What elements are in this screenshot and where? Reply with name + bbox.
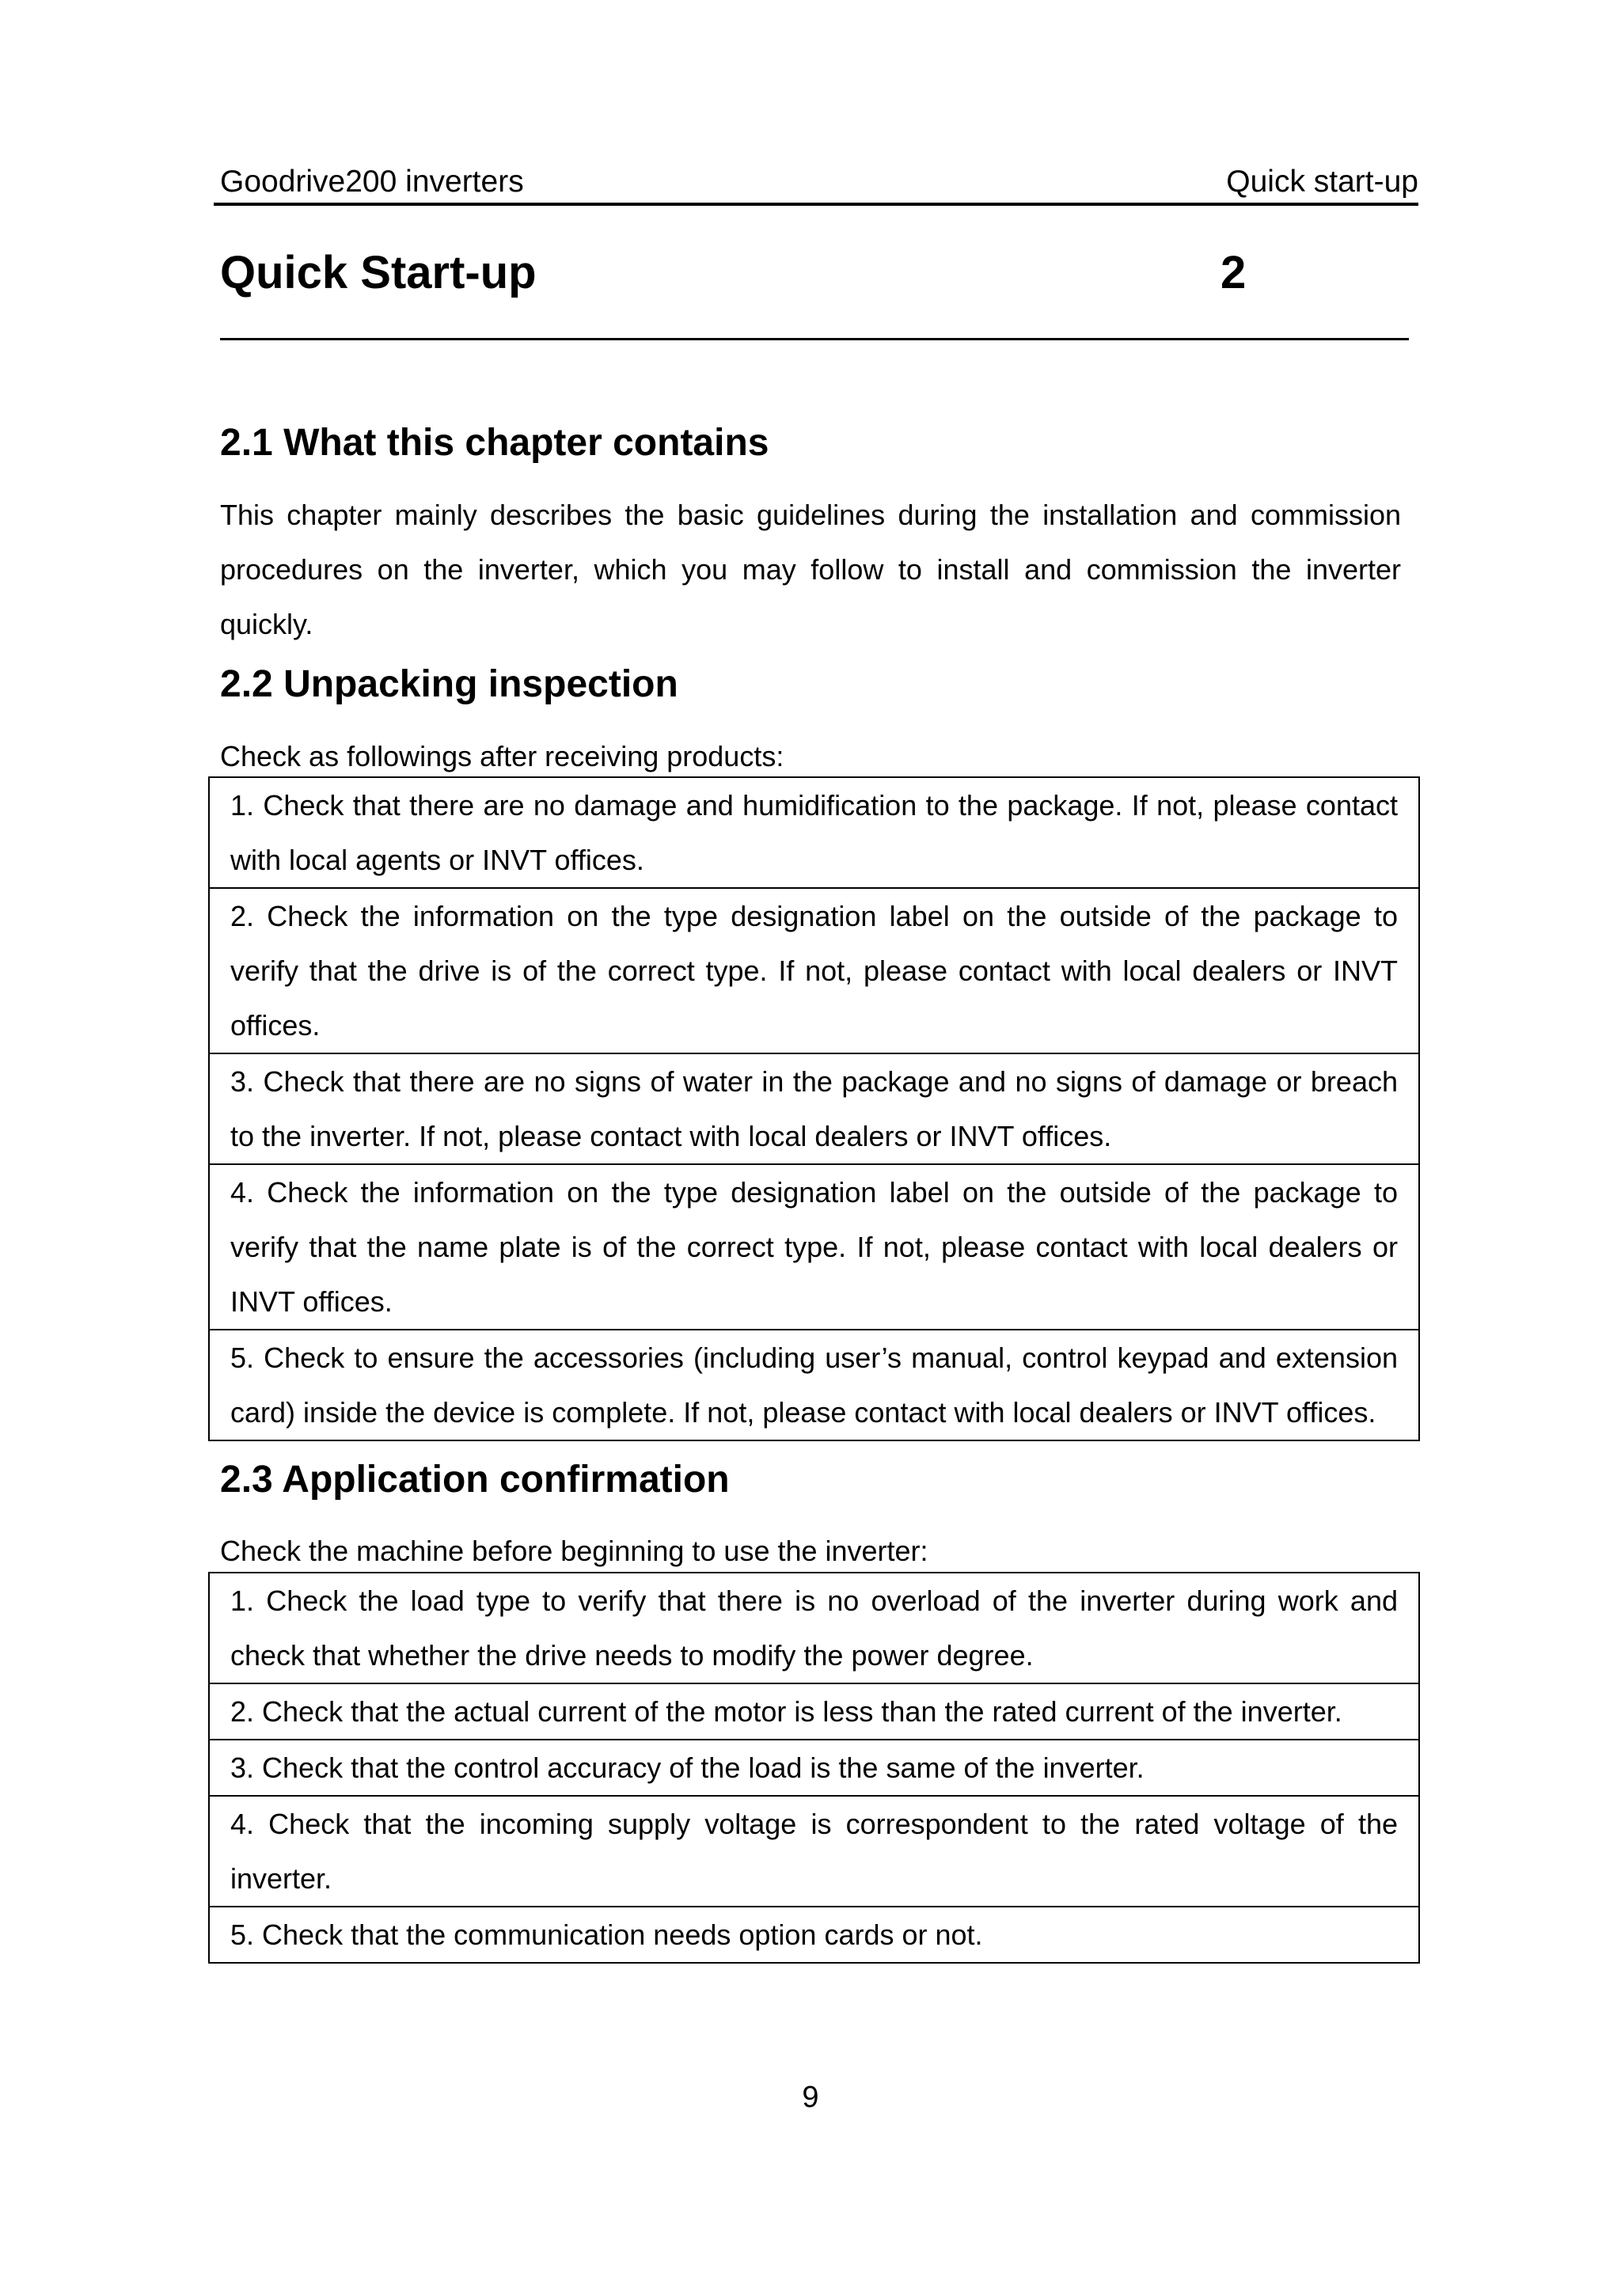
- application-checklist-table: [208, 1572, 1420, 1964]
- section-heading-2-2: 2.2 Unpacking inspection: [220, 663, 678, 705]
- table-row: [209, 1683, 1419, 1740]
- header-divider: [214, 203, 1418, 206]
- table-row: [209, 1907, 1419, 1963]
- checklist-item: 2. Check the information on the type designation label on the outside of the package to verify that the drive is of the correct type. If not, please contact with local dealers or INVT offices.: [209, 888, 1419, 1053]
- section-heading-2-1: 2.1 What this chapter contains: [220, 422, 769, 464]
- unpacking-checklist-table: [208, 776, 1420, 1441]
- table-row: [209, 777, 1419, 888]
- table-row: [209, 1053, 1419, 1164]
- section-2-1-body: This chapter mainly describes the basic guidelines during the installation and commission procedures on the inverter, which you may follow to install and commission the inverter quickly.: [220, 499, 1401, 640]
- table-row: [209, 1330, 1419, 1440]
- section-heading-2-3: 2.3 Application confirmation: [220, 1459, 730, 1501]
- checklist-item: 3. Check that the control accuracy of the load is the same of the inverter.: [209, 1740, 1419, 1796]
- checklist-item: 1. Check the load type to verify that there is no overload of the inverter during work and check that whether the drive needs to modify the power degree.: [209, 1573, 1419, 1683]
- checklist-item: 4. Check that the incoming supply voltage is correspondent to the rated voltage of the inverter.: [209, 1796, 1419, 1907]
- header-manual-title: Goodrive200 inverters: [220, 165, 524, 199]
- table-row: [209, 1740, 1419, 1796]
- table-row: [209, 888, 1419, 1053]
- header-chapter-name: Quick start-up: [1226, 165, 1418, 199]
- checklist-item: 2. Check that the actual current of the motor is less than the rated current of the inverter.: [209, 1683, 1419, 1740]
- checklist-item: 3. Check that there are no signs of water in the package and no signs of damage or breach to the inverter. If not, please contact with local dealers or INVT offices.: [209, 1053, 1419, 1164]
- table-row: [209, 1573, 1419, 1683]
- chapter-divider: [220, 338, 1409, 340]
- checklist-item: 1. Check that there are no damage and humidification to the package. If not, please contact with local agents or INVT offices.: [209, 777, 1419, 888]
- chapter-number: 2: [1220, 247, 1247, 298]
- section-2-3-intro: Check the machine before beginning to use the inverter:: [220, 1535, 928, 1567]
- page-number: 9: [802, 2081, 819, 2114]
- table-row: [209, 1796, 1419, 1907]
- table-row: [209, 1164, 1419, 1330]
- checklist-item: 5. Check that the communication needs option cards or not.: [209, 1907, 1419, 1963]
- chapter-title: Quick Start-up: [220, 247, 537, 298]
- running-header: [220, 162, 1418, 202]
- section-2-2-intro: Check as followings after receiving products:: [220, 740, 784, 772]
- checklist-item: 4. Check the information on the type designation label on the outside of the package to verify that the name plate is of the correct type. If not, please contact with local dealers or INVT offices.: [209, 1164, 1419, 1330]
- checklist-item: 5. Check to ensure the accessories (including user’s manual, control keypad and extension card) inside the device is complete. If not, please contact with local dealers or INVT offices.: [209, 1330, 1419, 1440]
